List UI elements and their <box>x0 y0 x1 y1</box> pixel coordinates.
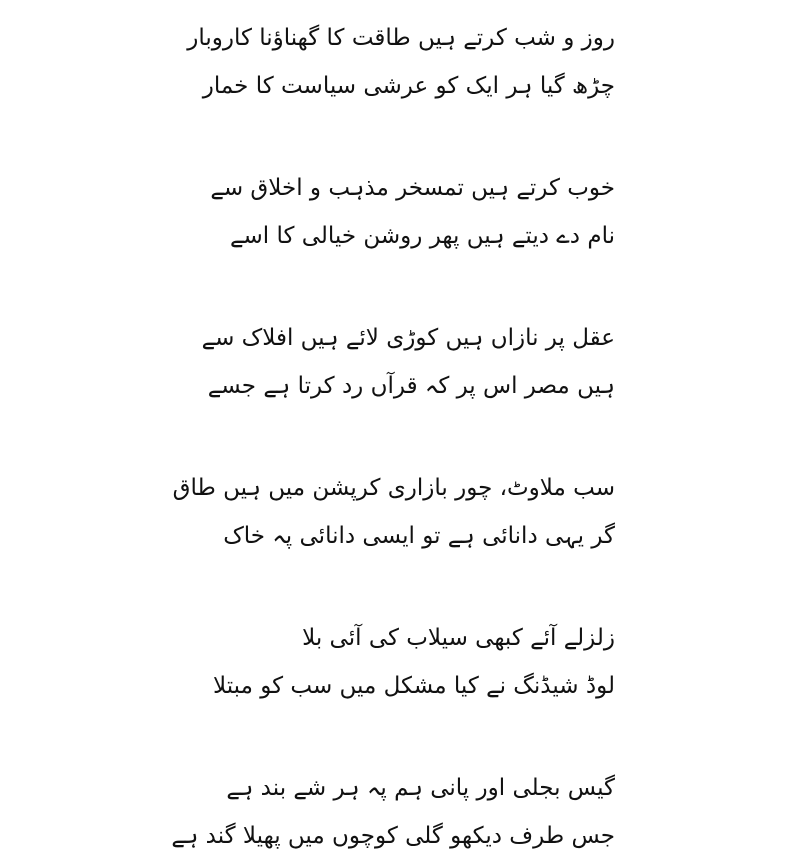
stanza-1 <box>187 14 615 110</box>
stanza-4 <box>172 464 615 560</box>
verse-line: چڑھ گیا ہر ایک کو عرشی سیاست کا خمار <box>202 73 615 99</box>
verse-line: جس طرف دیکھو گلی کوچوں میں پھیلا گند ہے <box>171 823 615 849</box>
stanza-6 <box>171 764 615 860</box>
stanza-3 <box>201 314 615 410</box>
verse-line: نام دے دیتے ہیں پھر روشن خیالی کا اسے <box>230 223 615 249</box>
stanza-2 <box>210 164 615 260</box>
verse-line: لوڈ شیڈنگ نے کیا مشکل میں سب کو مبتلا <box>212 673 615 699</box>
verse-line: خوب کرتے ہیں تمسخر مذہب و اخلاق سے <box>210 175 615 201</box>
verse-line: روز و شب کرتے ہیں طاقت کا گھناؤنا کاروبار <box>187 25 615 51</box>
verse-line: سب ملاوٹ، چور بازاری کرپشن میں ہیں طاق <box>172 475 615 501</box>
verse-line: گر یہی دانائی ہے تو ایسی دانائی پہ خاک <box>223 523 615 549</box>
stanza-5 <box>212 614 615 710</box>
verse-line: زلزلے آئے کبھی سیلاب کی آئی بلا <box>302 625 615 651</box>
poem <box>171 14 615 860</box>
verse-line: ہیں مصر اس پر کہ قرآں رد کرتا ہے جسے <box>207 373 615 399</box>
verse-line: گیس بجلی اور پانی ہم پہ ہر شے بند ہے <box>226 775 615 801</box>
verse-line: عقل پر نازاں ہیں کوڑی لائے ہیں افلاک سے <box>201 325 615 351</box>
